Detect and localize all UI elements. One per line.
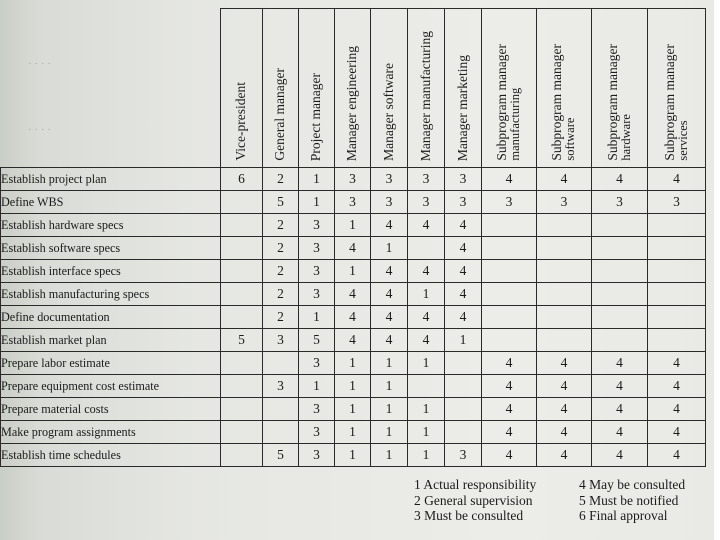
responsibility-cell: 4 (335, 329, 371, 352)
responsibility-cell: 4 (537, 421, 592, 444)
responsibility-cell (445, 352, 482, 375)
activity-label: Establish project plan (1, 168, 221, 191)
responsibility-cell: 5 (263, 444, 299, 467)
responsibility-cell: 4 (592, 352, 648, 375)
responsibility-cell (648, 306, 706, 329)
responsibility-cell: 4 (408, 306, 445, 329)
responsibility-cell: 2 (263, 260, 299, 283)
responsibility-cell: 1 (299, 168, 335, 191)
responsibility-cell: 4 (335, 306, 371, 329)
role-header (482, 9, 537, 168)
responsibility-cell: 4 (371, 283, 408, 306)
responsibility-cell (648, 214, 706, 237)
responsibility-cell: 1 (408, 444, 445, 467)
activity-row (1, 352, 706, 375)
legend-item: 5 Must be notified (579, 492, 679, 508)
responsibility-cell: 3 (335, 191, 371, 214)
role-label: Manager engineering (344, 45, 360, 161)
activity-row (1, 398, 706, 421)
activity-label: Make program assignments (1, 421, 221, 444)
responsibility-cell: 3 (299, 214, 335, 237)
responsibility-cell: 3 (299, 237, 335, 260)
role-label: Subprogram manager (494, 44, 510, 161)
responsibility-cell: 4 (445, 237, 482, 260)
activity-label: Define documentation (1, 306, 221, 329)
activity-row (1, 283, 706, 306)
responsibility-cell (221, 306, 263, 329)
responsibility-cell: 3 (299, 444, 335, 467)
responsibility-cell (221, 237, 263, 260)
responsibility-cell (537, 214, 592, 237)
responsibility-cell: 1 (371, 398, 408, 421)
responsibility-cell: 4 (482, 421, 537, 444)
responsibility-cell (221, 260, 263, 283)
role-header (537, 9, 592, 168)
responsibility-cell: 4 (335, 283, 371, 306)
responsibility-cell: 4 (648, 444, 706, 467)
responsibility-cell (537, 260, 592, 283)
role-label: Project manager (308, 72, 324, 161)
responsibility-cell: 1 (335, 444, 371, 467)
show-through-mark: · · · · (28, 124, 51, 136)
responsibility-cell (482, 260, 537, 283)
responsibility-cell: 3 (299, 283, 335, 306)
responsibility-cell: 3 (299, 352, 335, 375)
responsibility-cell (648, 237, 706, 260)
activity-label: Prepare labor estimate (1, 352, 221, 375)
responsibility-cell: 4 (648, 421, 706, 444)
responsibility-cell: 3 (408, 191, 445, 214)
role-label: Manager manufacturing (417, 30, 433, 161)
responsibility-cell (445, 421, 482, 444)
role-label: Subprogram manager (604, 44, 620, 161)
responsibility-cell (648, 329, 706, 352)
responsibility-cell (482, 237, 537, 260)
responsibility-cell: 4 (371, 260, 408, 283)
responsibility-cell: 4 (592, 375, 648, 398)
responsibility-cell: 1 (408, 352, 445, 375)
responsibility-cell: 1 (335, 352, 371, 375)
responsibility-cell (592, 260, 648, 283)
role-label: Subprogram manager (661, 44, 677, 161)
role-sublabel: software (563, 117, 578, 161)
responsibility-cell (445, 375, 482, 398)
role-header (371, 9, 408, 168)
activity-label: Define WBS (1, 191, 221, 214)
activity-row (1, 191, 706, 214)
responsibility-cell (592, 283, 648, 306)
role-sublabel: services (676, 120, 691, 161)
responsibility-cell: 4 (371, 214, 408, 237)
responsibility-cell: 3 (445, 444, 482, 467)
responsibility-cell (592, 237, 648, 260)
responsibility-cell: 6 (221, 168, 263, 191)
responsibility-cell: 4 (335, 237, 371, 260)
activity-row (1, 237, 706, 260)
responsibility-cell (592, 329, 648, 352)
activity-label: Establish time schedules (1, 444, 221, 467)
responsibility-matrix (0, 8, 706, 467)
legend (414, 477, 719, 524)
responsibility-cell: 2 (263, 283, 299, 306)
role-header (335, 9, 371, 168)
responsibility-cell: 3 (445, 191, 482, 214)
responsibility-cell (221, 352, 263, 375)
responsibility-cell: 4 (445, 260, 482, 283)
responsibility-cell (482, 306, 537, 329)
activity-row (1, 306, 706, 329)
responsibility-cell (537, 283, 592, 306)
responsibility-cell (221, 444, 263, 467)
responsibility-cell: 4 (371, 329, 408, 352)
responsibility-cell (648, 283, 706, 306)
role-header-row (1, 9, 706, 168)
responsibility-cell: 4 (648, 168, 706, 191)
responsibility-cell: 3 (263, 375, 299, 398)
responsibility-cell (445, 398, 482, 421)
responsibility-cell: 3 (408, 168, 445, 191)
responsibility-cell: 5 (263, 191, 299, 214)
responsibility-cell (482, 214, 537, 237)
responsibility-cell: 3 (537, 191, 592, 214)
role-sublabel: manufacturing (508, 88, 523, 161)
responsibility-cell (221, 214, 263, 237)
responsibility-cell: 1 (408, 398, 445, 421)
legend-item: 3 Must be consulted (414, 508, 524, 523)
responsibility-cell: 2 (263, 168, 299, 191)
responsibility-cell (221, 421, 263, 444)
role-sublabel: hardware (619, 114, 634, 161)
responsibility-cell: 3 (335, 168, 371, 191)
role-label: General manager (272, 68, 288, 161)
responsibility-cell: 4 (371, 306, 408, 329)
role-label: Manager marketing (454, 54, 470, 161)
responsibility-cell: 4 (408, 214, 445, 237)
show-through-mark: · · · · (28, 58, 51, 70)
responsibility-cell: 4 (537, 352, 592, 375)
responsibility-cell: 4 (482, 398, 537, 421)
responsibility-cell: 3 (371, 191, 408, 214)
responsibility-cell: 1 (371, 421, 408, 444)
responsibility-cell (537, 329, 592, 352)
responsibility-cell: 1 (335, 260, 371, 283)
responsibility-cell: 4 (648, 398, 706, 421)
responsibility-cell: 4 (445, 214, 482, 237)
activity-label: Prepare equipment cost estimate (1, 375, 221, 398)
responsibility-cell (221, 283, 263, 306)
role-header (592, 9, 648, 168)
role-header (221, 9, 263, 168)
responsibility-cell (408, 375, 445, 398)
responsibility-cell: 4 (592, 398, 648, 421)
responsibility-cell: 4 (648, 375, 706, 398)
responsibility-cell: 4 (408, 329, 445, 352)
responsibility-cell: 3 (299, 260, 335, 283)
activity-row (1, 168, 706, 191)
responsibility-cell: 5 (221, 329, 263, 352)
responsibility-cell: 3 (371, 168, 408, 191)
role-header (445, 9, 482, 168)
responsibility-cell (263, 398, 299, 421)
responsibility-cell: 3 (482, 191, 537, 214)
responsibility-cell (648, 260, 706, 283)
responsibility-cell: 1 (408, 421, 445, 444)
responsibility-cell: 4 (648, 352, 706, 375)
responsibility-cell: 2 (263, 306, 299, 329)
responsibility-cell: 1 (371, 352, 408, 375)
responsibility-cell: 4 (408, 260, 445, 283)
matrix-body (1, 168, 706, 467)
responsibility-cell (592, 306, 648, 329)
activity-label: Establish manufacturing specs (1, 283, 221, 306)
responsibility-cell: 1 (335, 398, 371, 421)
role-label: Vice-president (233, 82, 249, 161)
activity-row (1, 375, 706, 398)
responsibility-cell: 4 (482, 352, 537, 375)
activity-label: Establish market plan (1, 329, 221, 352)
role-header (263, 9, 299, 168)
responsibility-cell (537, 237, 592, 260)
responsibility-cell: 1 (335, 421, 371, 444)
responsibility-cell: 4 (482, 444, 537, 467)
responsibility-cell (263, 352, 299, 375)
header-corner (1, 9, 221, 168)
responsibility-cell: 3 (445, 168, 482, 191)
responsibility-cell: 4 (537, 375, 592, 398)
legend-item: 6 Final approval (579, 508, 668, 523)
activity-label: Establish hardware specs (1, 214, 221, 237)
responsibility-cell: 1 (371, 444, 408, 467)
responsibility-cell: 2 (263, 214, 299, 237)
role-header (408, 9, 445, 168)
responsibility-cell: 3 (299, 421, 335, 444)
role-label: Subprogram manager (549, 44, 565, 161)
responsibility-cell: 4 (592, 444, 648, 467)
activity-label: Establish interface specs (1, 260, 221, 283)
responsibility-cell: 4 (537, 168, 592, 191)
responsibility-cell: 4 (537, 398, 592, 421)
activity-label: Establish software specs (1, 237, 221, 260)
legend-item: 2 General supervision (414, 492, 533, 508)
responsibility-cell: 1 (371, 237, 408, 260)
responsibility-cell: 4 (592, 168, 648, 191)
activity-row (1, 329, 706, 352)
legend-item: 4 May be consulted (579, 477, 686, 492)
responsibility-cell: 1 (335, 214, 371, 237)
responsibility-cell: 1 (445, 329, 482, 352)
page-edge (714, 0, 720, 540)
activity-row (1, 421, 706, 444)
responsibility-cell: 4 (445, 306, 482, 329)
responsibility-cell: 1 (299, 191, 335, 214)
responsibility-cell (592, 214, 648, 237)
responsibility-cell: 4 (537, 444, 592, 467)
responsibility-cell (221, 375, 263, 398)
activity-label: Prepare material costs (1, 398, 221, 421)
responsibility-cell (408, 237, 445, 260)
legend-item: 1 Actual responsibility (414, 477, 537, 492)
responsibility-cell: 4 (482, 168, 537, 191)
responsibility-cell: 1 (371, 375, 408, 398)
responsibility-cell (537, 306, 592, 329)
role-header (299, 9, 335, 168)
responsibility-cell: 3 (299, 398, 335, 421)
responsibility-cell: 1 (408, 283, 445, 306)
responsibility-cell (221, 398, 263, 421)
role-label: Manager software (380, 63, 396, 161)
responsibility-cell: 3 (648, 191, 706, 214)
responsibility-cell (221, 191, 263, 214)
responsibility-cell (263, 421, 299, 444)
responsibility-cell: 5 (299, 329, 335, 352)
responsibility-cell: 2 (263, 237, 299, 260)
activity-row (1, 444, 706, 467)
role-header (648, 9, 706, 168)
responsibility-cell: 1 (299, 306, 335, 329)
activity-row (1, 260, 706, 283)
responsibility-cell: 4 (482, 375, 537, 398)
responsibility-cell (482, 329, 537, 352)
responsibility-cell: 1 (299, 375, 335, 398)
activity-row (1, 214, 706, 237)
responsibility-cell: 3 (592, 191, 648, 214)
responsibility-cell: 4 (445, 283, 482, 306)
responsibility-cell: 3 (263, 329, 299, 352)
responsibility-cell: 4 (592, 421, 648, 444)
responsibility-cell (482, 283, 537, 306)
responsibility-cell: 1 (335, 375, 371, 398)
